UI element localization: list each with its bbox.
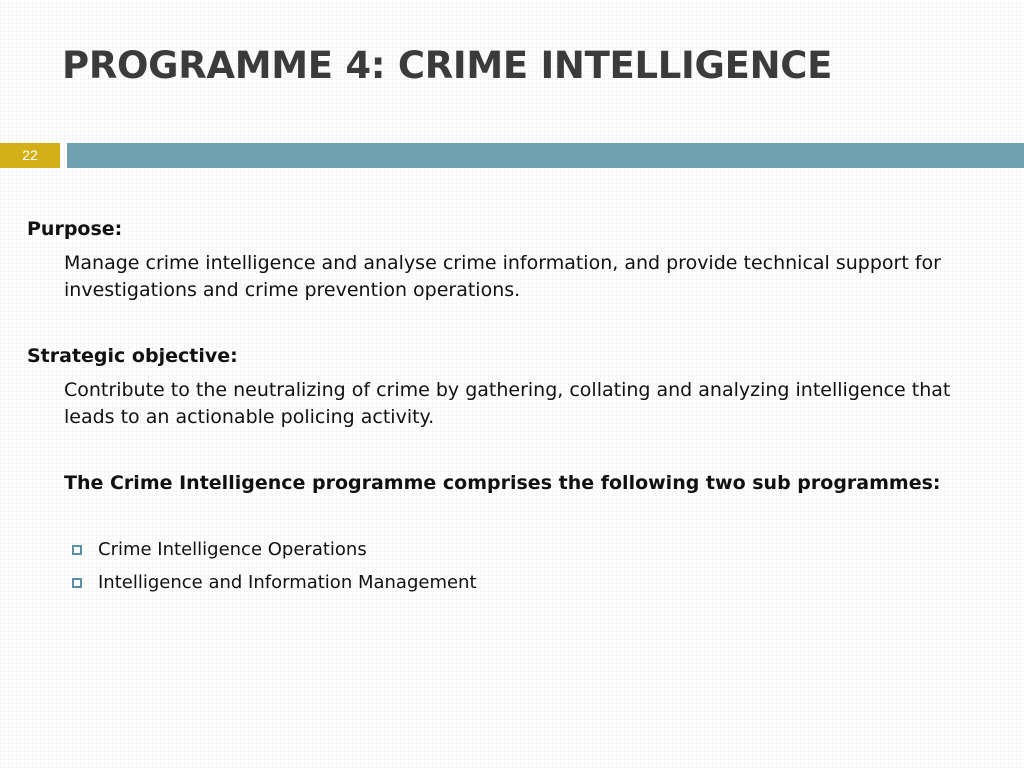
subprogramme-list bbox=[72, 533, 997, 599]
slide-title: PROGRAMME 4: CRIME INTELLIGENCE bbox=[62, 44, 833, 87]
square-bullet-icon bbox=[72, 578, 82, 588]
strategic-objective-text: Contribute to the neutralizing of crime by gathering, collating and analyzing intelligence that leads to an actionable policing activity. bbox=[64, 379, 951, 428]
subprogramme-label: Crime Intelligence Operations bbox=[98, 539, 367, 560]
strategic-objective-heading: Strategic objective: bbox=[27, 345, 238, 367]
slide-body bbox=[27, 216, 997, 599]
purpose-text: Manage crime intelligence and analyse crime information, and provide technical support for investigations and crime prevention operations. bbox=[64, 252, 941, 301]
list-item bbox=[72, 533, 997, 566]
slide-number: 22 bbox=[0, 143, 60, 168]
subprogrammes-intro: The Crime Intelligence programme comprises the following two sub programmes: bbox=[64, 472, 941, 494]
purpose-heading: Purpose: bbox=[27, 218, 123, 240]
header-divider-bar bbox=[67, 143, 1024, 168]
subprogramme-label: Intelligence and Information Management bbox=[98, 572, 477, 593]
list-item bbox=[72, 566, 997, 599]
square-bullet-icon bbox=[72, 545, 82, 555]
